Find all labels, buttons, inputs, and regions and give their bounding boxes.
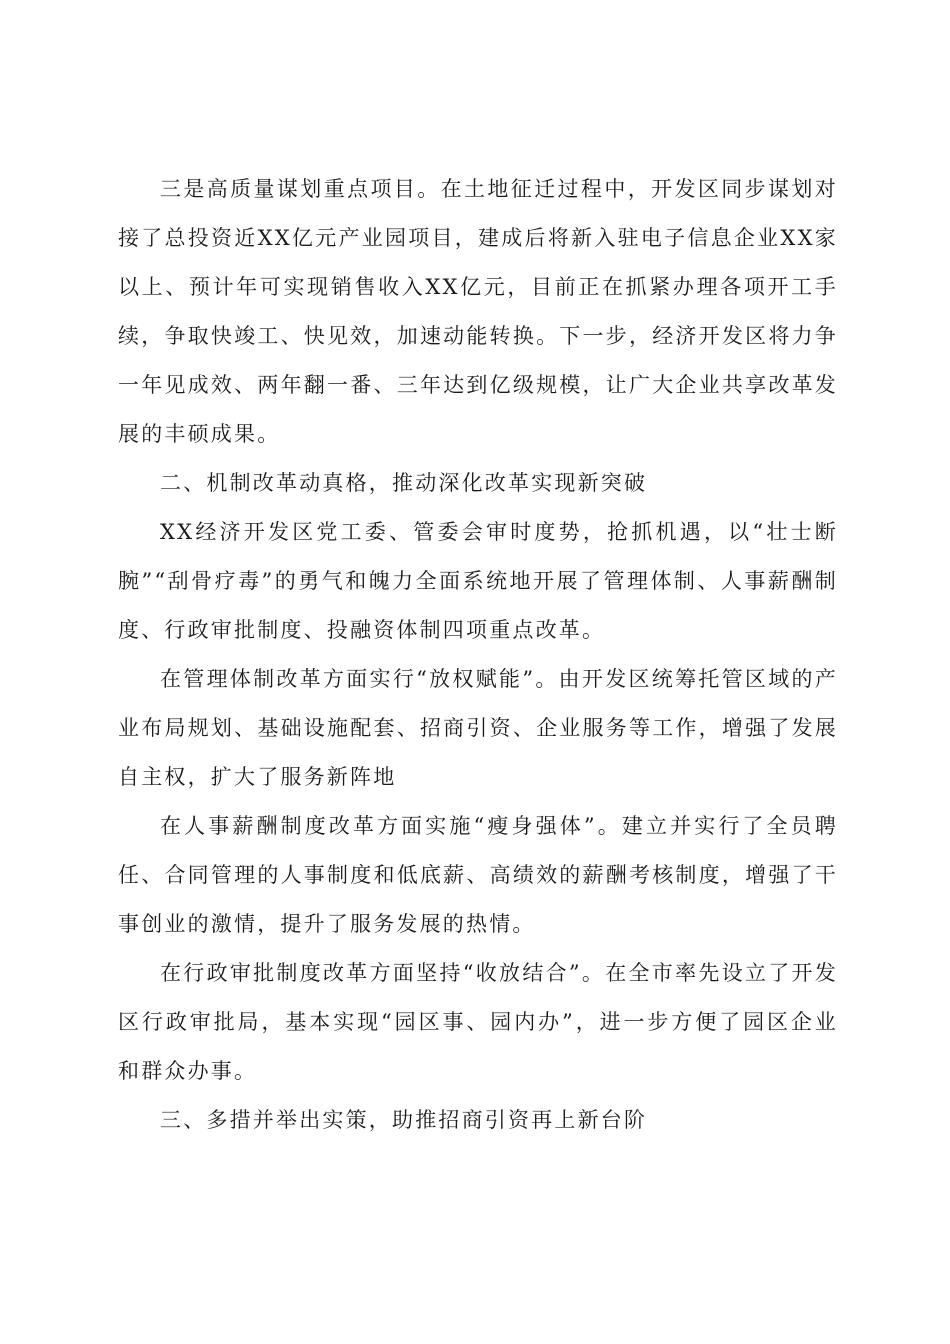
paragraph-approval-reform: 在行政审批制度改革方面坚持“收放结合”。在全市率先设立了开发区行政审批局，基本实现“园区事、园内办”，进一步方便了园区企业和群众办事。: [118, 961, 838, 1083]
paragraph-management-reform: 在管理体制改革方面实行“放权赋能”。由开发区统筹托管区域的产业布局规划、基础设施配套、招商引资、企业服务等工作，增强了发展自主权，扩大了服务新阵地: [118, 667, 838, 789]
document-body: [118, 165, 838, 1145]
paragraph-personnel-reform: 在人事薪酬制度改革方面实施“瘦身强体”。建立并实行了全员聘任、合同管理的人事制度和低底薪、高绩效的薪酬考核制度，增强了干事创业的激情，提升了服务发展的热情。: [118, 814, 838, 936]
paragraph-reform-overview: XX经济开发区党工委、管委会审时度势，抢抓机遇，以“壮士断腕”“刮骨疗毒”的勇气和魄力全面系统地开展了管理体制、人事薪酬制度、行政审批制度、投融资体制四项重点改革。: [118, 520, 838, 642]
section-heading-mechanism-reform: 二、机制改革动真格，推动深化改革实现新突破: [160, 471, 648, 495]
paragraph-key-projects: 三是高质量谋划重点项目。在土地征迁过程中，开发区同步谋划对接了总投资近XX亿元产业园项目，建成后将新入驻电子信息企业XX家以上、预计年可实现销售收入XX亿元，目前正在抓紧办理各项开工手续，争取快竣工、快见效，加速动能转换。下一步，经济开发区将力争一年见成效、两年翻一番、三年达到亿级规模，让广大企业共享改革发展的丰硕成果。: [118, 177, 838, 446]
section-heading-investment: 三、多措并举出实策，助推招商引资再上新台阶: [160, 1108, 648, 1132]
